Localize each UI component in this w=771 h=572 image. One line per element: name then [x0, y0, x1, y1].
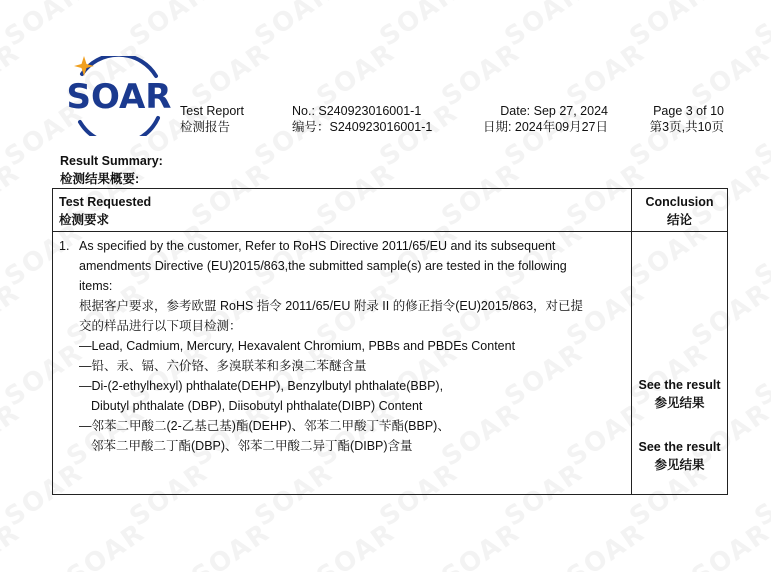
header-number — [292, 103, 432, 135]
col-test-requested — [53, 189, 632, 232]
watermark-text — [749, 217, 771, 292]
header-page — [634, 103, 724, 135]
header-date — [474, 103, 608, 135]
col2-label-en: Conclusion — [645, 195, 714, 209]
item-number: 1. — [59, 239, 70, 253]
desc-en-line1: As specified by the customer, Refer to RoHS Directive 2011/65/EU and its subsequent — [79, 239, 556, 253]
watermark-text — [436, 517, 526, 572]
phthalates-en-line1: —Di-(2-ethylhexyl) phthalate(DEHP), Benzylbutyl phthalate(BBP), — [79, 379, 444, 393]
watermark-text — [374, 0, 464, 53]
conclusion-heavy-metals — [632, 376, 727, 412]
test-description — [53, 232, 632, 495]
col-conclusion — [632, 189, 728, 232]
table-header-row — [53, 189, 728, 232]
report-date-en: Date: Sep 27, 2024 — [500, 104, 608, 118]
watermark-text — [436, 37, 526, 112]
result2-cn: 参见结果 — [654, 458, 705, 472]
result1-cn: 参见结果 — [654, 396, 705, 410]
result2-en: See the result — [638, 440, 721, 454]
phthalates-cn-line2: 邻苯二甲酸二丁酯(DBP)、邻苯二甲酸二异丁酯(DIBP)含量 — [91, 439, 413, 453]
desc-en-line2: amendments Directive (EU)2015/863,the submitted sample(s) are tested in the following — [79, 259, 567, 273]
watermark-text — [749, 457, 771, 532]
watermark-text — [0, 157, 26, 232]
conclusion-phthalates — [632, 438, 727, 474]
watermark-text — [61, 517, 151, 572]
col1-label-cn: 检测要求 — [59, 213, 110, 227]
watermark-text — [749, 0, 771, 53]
watermark-text — [749, 97, 771, 172]
report-title-cn: 检测报告 — [180, 120, 231, 134]
col2-label-cn: 结论 — [666, 213, 692, 227]
watermark-text — [249, 0, 339, 53]
result-table — [52, 188, 728, 495]
conclusion-cell — [632, 232, 728, 495]
watermark-text — [686, 37, 771, 112]
summary-title-en: Result Summary: — [60, 154, 163, 168]
phthalates-cn-line1: —邻苯二甲酸二(2-乙基己基)酯(DEHP)、邻苯二甲酸丁苄酯(BBP)、 — [79, 419, 450, 433]
watermark-text — [0, 0, 89, 53]
desc-cn-line1: 根据客户要求，参考欧盟 RoHS 指令 2011/65/EU 附录 II 的修正指令(EU)2015/863，对已提 — [79, 299, 584, 313]
header-report — [180, 103, 244, 135]
watermark-text — [0, 517, 26, 572]
watermark-text — [561, 517, 651, 572]
heavy-metals-en: —Lead, Cadmium, Mercury, Hexavalent Chromium, PBBs and PBDEs Content — [79, 339, 516, 353]
soar-logo — [64, 56, 174, 136]
watermark-text — [624, 0, 714, 53]
watermark-text — [499, 0, 589, 53]
watermark-text — [686, 517, 771, 572]
desc-en-line3: items: — [79, 279, 113, 293]
star-icon — [74, 56, 94, 76]
watermark-text — [311, 517, 401, 572]
logo-text: SOAR — [66, 77, 172, 117]
watermark-text — [124, 0, 214, 53]
report-title-en: Test Report — [180, 104, 244, 118]
report-number-cn: 编号：S240923016001-1 — [292, 120, 433, 134]
report-date-cn: 日期: 2024年09月27日 — [482, 120, 608, 134]
page-number-en: Page 3 of 10 — [653, 104, 724, 118]
phthalates-en-line2: Dibutyl phthalate (DBP), Diisobutyl phthalate(DIBP) Content — [91, 399, 423, 413]
watermark-text — [186, 517, 276, 572]
watermark-text — [311, 37, 401, 112]
watermark-text — [561, 37, 651, 112]
watermark-text — [0, 277, 26, 352]
watermark-text — [0, 37, 26, 112]
heavy-metals-cn: —铅、汞、镉、六价铬、多溴联苯和多溴二苯醚含量 — [79, 359, 367, 373]
col1-label-en: Test Requested — [59, 195, 152, 209]
summary-title-cn: 检测结果概要: — [60, 172, 140, 186]
watermark-text — [186, 37, 276, 112]
page-number-cn: 第3页,共10页 — [649, 120, 724, 134]
table-row — [53, 232, 728, 495]
result1-en: See the result — [638, 378, 721, 392]
watermark-text — [749, 337, 771, 412]
report-number-en: No.: S240923016001-1 — [292, 104, 422, 118]
desc-cn-line2: 交的样品进行以下项目检测： — [79, 319, 242, 333]
watermark-text — [0, 397, 26, 472]
result-summary-heading — [60, 152, 163, 188]
